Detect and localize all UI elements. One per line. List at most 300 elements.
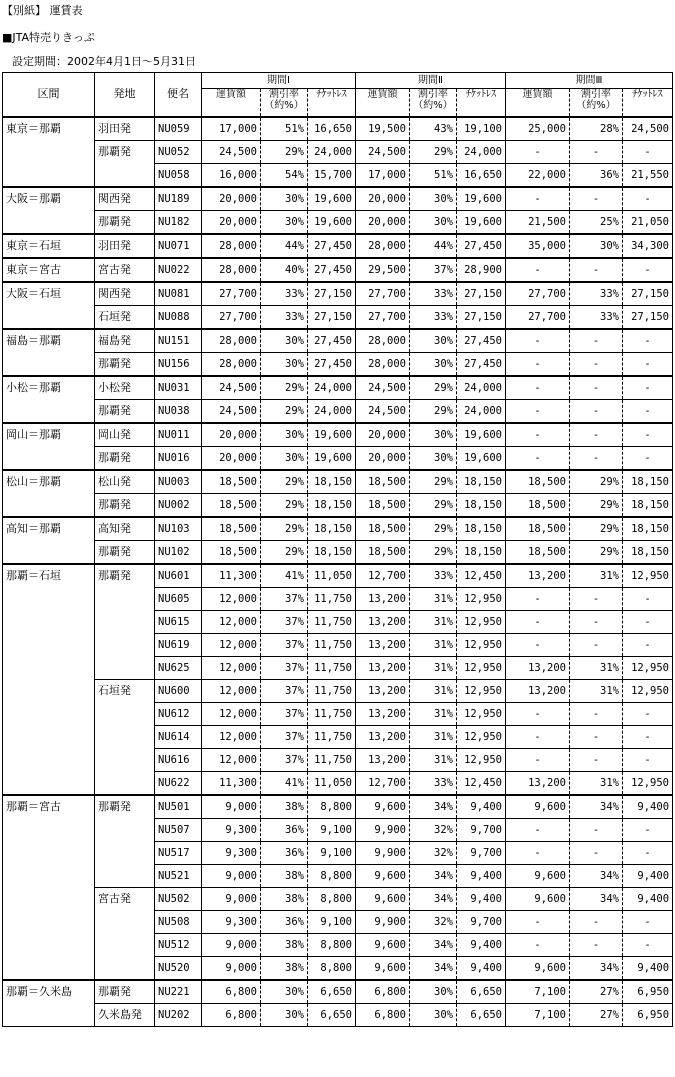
subheader-p3-fare: 運賃額 — [522, 89, 553, 100]
ticketless-cell: 27,150 — [457, 305, 506, 329]
discount-cell: 30% — [410, 187, 457, 211]
route-cell: 福島＝那覇 — [3, 329, 95, 353]
fare-cell: - — [506, 587, 570, 610]
route-cell — [3, 587, 95, 610]
route-cell — [3, 352, 95, 376]
discount-cell: - — [570, 423, 623, 447]
origin-cell: 宮古発 — [95, 887, 155, 910]
flight-cell: NU081 — [155, 282, 202, 306]
fare-cell: 12,000 — [202, 725, 261, 748]
ticketless-cell: 8,800 — [308, 956, 356, 980]
discount-cell: 27% — [570, 1003, 623, 1026]
ticketless-cell: 9,400 — [623, 887, 673, 910]
discount-cell: 29% — [570, 540, 623, 564]
ticketless-cell: 18,150 — [308, 470, 356, 494]
fare-cell: 20,000 — [356, 187, 410, 211]
discount-cell: 31% — [410, 702, 457, 725]
discount-cell: 34% — [410, 864, 457, 887]
flight-cell: NU059 — [155, 117, 202, 141]
ticketless-cell: 9,400 — [623, 956, 673, 980]
flight-cell: NU011 — [155, 423, 202, 447]
route-cell — [3, 1003, 95, 1026]
fare-cell: 7,100 — [506, 980, 570, 1004]
ticketless-cell: 12,950 — [623, 771, 673, 795]
fare-cell: 27,700 — [506, 282, 570, 306]
origin-cell: 那覇発 — [95, 140, 155, 163]
discount-cell: 29% — [570, 493, 623, 517]
ticketless-cell: 18,150 — [308, 493, 356, 517]
origin-cell: 石垣発 — [95, 679, 155, 702]
origin-cell — [95, 656, 155, 679]
header-period-1: 期間Ⅰ — [202, 73, 356, 89]
origin-cell — [95, 587, 155, 610]
ticketless-cell: 12,950 — [457, 702, 506, 725]
origin-cell: 宮古発 — [95, 258, 155, 282]
discount-cell: - — [570, 748, 623, 771]
fare-cell: - — [506, 399, 570, 423]
ticketless-cell: 12,950 — [457, 725, 506, 748]
discount-cell: - — [570, 633, 623, 656]
table-row — [3, 399, 673, 423]
discount-cell: 38% — [261, 887, 308, 910]
fare-cell: 11,300 — [202, 771, 261, 795]
table-row — [3, 633, 673, 656]
discount-cell: 31% — [570, 564, 623, 588]
route-cell — [3, 399, 95, 423]
ticketless-cell: - — [623, 446, 673, 470]
ticketless-cell: 11,050 — [308, 564, 356, 588]
fare-cell: 20,000 — [202, 446, 261, 470]
discount-cell: 31% — [410, 656, 457, 679]
fare-cell: 18,500 — [506, 517, 570, 541]
ticketless-cell: 19,600 — [457, 446, 506, 470]
origin-cell: 羽田発 — [95, 234, 155, 258]
discount-cell: 33% — [410, 305, 457, 329]
ticketless-cell: 11,750 — [308, 702, 356, 725]
flight-cell: NU151 — [155, 329, 202, 353]
ticketless-cell: 27,450 — [457, 352, 506, 376]
fare-cell: 27,700 — [356, 305, 410, 329]
flight-cell: NU058 — [155, 163, 202, 187]
route-cell — [3, 956, 95, 980]
ticketless-cell: 9,700 — [457, 841, 506, 864]
fare-cell: - — [506, 187, 570, 211]
discount-cell: 29% — [410, 140, 457, 163]
fare-cell: 28,000 — [202, 352, 261, 376]
flight-cell: NU507 — [155, 818, 202, 841]
ticketless-cell: 6,650 — [457, 1003, 506, 1026]
fare-cell: 18,500 — [506, 540, 570, 564]
route-cell: 那覇＝石垣 — [3, 564, 95, 588]
discount-cell: 37% — [261, 633, 308, 656]
ticketless-cell: 9,400 — [457, 956, 506, 980]
fare-cell: 12,000 — [202, 679, 261, 702]
ticketless-cell: 11,750 — [308, 610, 356, 633]
origin-cell — [95, 818, 155, 841]
ticketless-cell: - — [623, 140, 673, 163]
ticketless-cell: 12,950 — [457, 610, 506, 633]
ticketless-cell: - — [623, 702, 673, 725]
table-row — [3, 517, 673, 541]
fare-cell: - — [506, 423, 570, 447]
fare-cell: 9,000 — [202, 795, 261, 819]
ticketless-cell: 18,150 — [623, 470, 673, 494]
fare-cell: 18,500 — [506, 470, 570, 494]
flight-cell: NU038 — [155, 399, 202, 423]
flight-cell: NU189 — [155, 187, 202, 211]
flight-cell: NU003 — [155, 470, 202, 494]
ticketless-cell: 6,650 — [457, 980, 506, 1004]
table-row — [3, 910, 673, 933]
ticketless-cell: 19,600 — [457, 423, 506, 447]
origin-cell — [95, 633, 155, 656]
ticketless-cell: - — [623, 933, 673, 956]
fare-cell: 9,600 — [356, 933, 410, 956]
discount-cell: 38% — [261, 933, 308, 956]
fare-cell: 12,000 — [202, 610, 261, 633]
discount-cell: 37% — [261, 679, 308, 702]
ticketless-cell: 19,600 — [457, 187, 506, 211]
discount-cell: 51% — [261, 117, 308, 141]
table-row — [3, 841, 673, 864]
table-row — [3, 282, 673, 306]
fare-cell: 24,500 — [202, 140, 261, 163]
discount-cell: 41% — [261, 771, 308, 795]
ticketless-cell: 27,150 — [623, 282, 673, 306]
fare-cell: - — [506, 446, 570, 470]
discount-cell: 33% — [410, 282, 457, 306]
ticketless-cell: 12,950 — [457, 656, 506, 679]
fare-cell: - — [506, 725, 570, 748]
ticketless-cell: 27,150 — [308, 282, 356, 306]
origin-cell — [95, 725, 155, 748]
discount-cell: 31% — [410, 633, 457, 656]
ticketless-cell: 11,750 — [308, 633, 356, 656]
flight-cell: NU071 — [155, 234, 202, 258]
origin-cell — [95, 841, 155, 864]
ticketless-cell: 27,450 — [308, 352, 356, 376]
fare-cell: 13,200 — [356, 679, 410, 702]
table-row — [3, 258, 673, 282]
fare-cell: 28,000 — [356, 329, 410, 353]
discount-cell: 29% — [261, 140, 308, 163]
ticketless-cell: 9,100 — [308, 818, 356, 841]
table-row — [3, 352, 673, 376]
ticketless-cell: 8,800 — [308, 887, 356, 910]
ticketless-cell: 16,650 — [308, 117, 356, 141]
table-row — [3, 493, 673, 517]
table-row — [3, 818, 673, 841]
table-row — [3, 771, 673, 795]
fare-cell: 12,000 — [202, 633, 261, 656]
flight-cell: NU616 — [155, 748, 202, 771]
fare-cell: 18,500 — [202, 540, 261, 564]
ticketless-cell: 34,300 — [623, 234, 673, 258]
route-cell — [3, 841, 95, 864]
table-row — [3, 540, 673, 564]
flight-cell: NU521 — [155, 864, 202, 887]
fare-cell: 13,200 — [506, 656, 570, 679]
flight-cell: NU002 — [155, 493, 202, 517]
table-row — [3, 329, 673, 353]
ticketless-cell: 9,400 — [623, 795, 673, 819]
route-cell — [3, 163, 95, 187]
fare-cell: 28,000 — [356, 352, 410, 376]
origin-cell — [95, 956, 155, 980]
discount-cell: 30% — [410, 1003, 457, 1026]
ticketless-cell: 16,650 — [457, 163, 506, 187]
fare-cell: 27,700 — [202, 305, 261, 329]
ticketless-cell: 9,700 — [457, 818, 506, 841]
discount-cell: 30% — [410, 329, 457, 353]
route-cell — [3, 933, 95, 956]
ticketless-cell: 12,450 — [457, 564, 506, 588]
fare-cell: 9,600 — [506, 795, 570, 819]
ticketless-cell: - — [623, 587, 673, 610]
origin-cell: 高知発 — [95, 517, 155, 541]
origin-cell: 関西発 — [95, 282, 155, 306]
route-cell: 東京＝宮古 — [3, 258, 95, 282]
discount-cell: 31% — [410, 610, 457, 633]
table-row — [3, 564, 673, 588]
fare-cell: 21,500 — [506, 210, 570, 234]
ticketless-cell: 11,750 — [308, 748, 356, 771]
ticketless-cell: 24,000 — [308, 399, 356, 423]
origin-cell: 小松発 — [95, 376, 155, 400]
ticketless-cell: - — [623, 633, 673, 656]
origin-cell: 那覇発 — [95, 540, 155, 564]
ticketless-cell: 9,400 — [457, 887, 506, 910]
discount-cell: 29% — [410, 376, 457, 400]
fare-cell: 20,000 — [356, 423, 410, 447]
ticketless-cell: 18,150 — [457, 540, 506, 564]
discount-cell: 34% — [570, 887, 623, 910]
flight-cell: NU625 — [155, 656, 202, 679]
subheader-p2-fare: 運賃額 — [367, 89, 398, 100]
fare-cell: 13,200 — [356, 633, 410, 656]
origin-cell — [95, 864, 155, 887]
discount-cell: - — [570, 818, 623, 841]
flight-cell: NU612 — [155, 702, 202, 725]
fare-cell: 12,700 — [356, 564, 410, 588]
flight-cell: NU520 — [155, 956, 202, 980]
ticketless-cell: 11,050 — [308, 771, 356, 795]
discount-cell: 34% — [410, 795, 457, 819]
header-period-2: 期間Ⅱ — [356, 73, 506, 89]
discount-cell: 31% — [570, 679, 623, 702]
fare-cell: 13,200 — [356, 725, 410, 748]
discount-cell: 36% — [261, 818, 308, 841]
discount-cell: 29% — [261, 399, 308, 423]
fare-cell: 9,900 — [356, 841, 410, 864]
fare-cell: 13,200 — [356, 656, 410, 679]
fare-cell: - — [506, 818, 570, 841]
discount-cell: 29% — [410, 470, 457, 494]
ticketless-cell: 18,150 — [623, 517, 673, 541]
fare-cell: 9,900 — [356, 818, 410, 841]
fare-cell: 18,500 — [356, 493, 410, 517]
ticketless-cell: 12,950 — [457, 679, 506, 702]
origin-cell: 那覇発 — [95, 564, 155, 588]
fare-cell: 13,200 — [506, 771, 570, 795]
origin-cell: 那覇発 — [95, 446, 155, 470]
ticketless-cell: 8,800 — [308, 933, 356, 956]
ticketless-cell: 24,000 — [457, 140, 506, 163]
route-cell: 東京＝石垣 — [3, 234, 95, 258]
fare-cell: 6,800 — [356, 1003, 410, 1026]
discount-cell: 30% — [261, 210, 308, 234]
discount-cell: 27% — [570, 980, 623, 1004]
fare-cell: 18,500 — [202, 517, 261, 541]
discount-cell: 32% — [410, 818, 457, 841]
table-row — [3, 140, 673, 163]
discount-cell: 32% — [410, 910, 457, 933]
origin-cell — [95, 163, 155, 187]
discount-cell: 30% — [261, 1003, 308, 1026]
discount-cell: 30% — [261, 187, 308, 211]
route-cell: 東京＝那覇 — [3, 117, 95, 141]
ticketless-cell: 24,000 — [308, 140, 356, 163]
discount-cell: 30% — [410, 423, 457, 447]
ticketless-cell: - — [623, 725, 673, 748]
fare-cell: 20,000 — [202, 210, 261, 234]
fare-cell: 27,700 — [356, 282, 410, 306]
discount-cell: 44% — [410, 234, 457, 258]
ticketless-cell: - — [623, 748, 673, 771]
ticketless-cell: 6,650 — [308, 980, 356, 1004]
header-origin: 発地 — [95, 73, 155, 117]
discount-cell: 30% — [410, 210, 457, 234]
origin-cell — [95, 771, 155, 795]
fare-cell: - — [506, 633, 570, 656]
ticketless-cell: 9,100 — [308, 910, 356, 933]
fare-cell: 17,000 — [356, 163, 410, 187]
flight-cell: NU502 — [155, 887, 202, 910]
ticketless-cell: 9,100 — [308, 841, 356, 864]
ticketless-cell: - — [623, 423, 673, 447]
flight-cell: NU619 — [155, 633, 202, 656]
route-cell — [3, 725, 95, 748]
fare-cell: 27,700 — [202, 282, 261, 306]
fare-cell: - — [506, 702, 570, 725]
subheader-p3-discount: 割引率（約%） — [570, 89, 623, 117]
discount-cell: 30% — [410, 980, 457, 1004]
fare-cell: 27,700 — [506, 305, 570, 329]
flight-cell: NU022 — [155, 258, 202, 282]
discount-cell: - — [570, 329, 623, 353]
fare-cell: 20,000 — [202, 187, 261, 211]
ticketless-cell: 24,000 — [457, 399, 506, 423]
route-cell: 岡山＝那覇 — [3, 423, 95, 447]
ticketless-cell: 19,600 — [308, 446, 356, 470]
discount-cell: 29% — [570, 517, 623, 541]
route-cell — [3, 702, 95, 725]
ticketless-cell: 8,800 — [308, 795, 356, 819]
fare-cell: 18,500 — [356, 470, 410, 494]
discount-cell: - — [570, 140, 623, 163]
fare-cell: 6,800 — [202, 980, 261, 1004]
fare-cell: 20,000 — [356, 210, 410, 234]
ticketless-cell: 6,950 — [623, 980, 673, 1004]
flight-cell: NU182 — [155, 210, 202, 234]
ticketless-cell: 24,000 — [308, 376, 356, 400]
discount-cell: - — [570, 399, 623, 423]
discount-cell: 31% — [410, 725, 457, 748]
ticketless-cell: 9,400 — [457, 864, 506, 887]
ticketless-cell: 27,150 — [623, 305, 673, 329]
flight-cell: NU517 — [155, 841, 202, 864]
discount-cell: 30% — [410, 446, 457, 470]
ticketless-cell: 28,900 — [457, 258, 506, 282]
fare-cell: 11,300 — [202, 564, 261, 588]
subheader-p1-ticketless: ﾁｹｯﾄﾚｽ — [308, 89, 356, 117]
discount-cell: 43% — [410, 117, 457, 141]
header-period-3: 期間Ⅲ — [506, 73, 673, 89]
table-row — [3, 1003, 673, 1026]
table-row — [3, 933, 673, 956]
route-cell — [3, 540, 95, 564]
route-cell — [3, 771, 95, 795]
discount-cell: 37% — [410, 258, 457, 282]
route-cell — [3, 910, 95, 933]
ticketless-cell: 11,750 — [308, 679, 356, 702]
discount-cell: - — [570, 446, 623, 470]
fare-cell: 13,200 — [506, 679, 570, 702]
route-cell — [3, 656, 95, 679]
discount-cell: 31% — [410, 587, 457, 610]
route-cell — [3, 818, 95, 841]
fare-cell: - — [506, 140, 570, 163]
route-cell — [3, 679, 95, 702]
route-cell — [3, 210, 95, 234]
discount-cell: 29% — [410, 493, 457, 517]
document-heading: 【別紙】 運賃表 — [2, 4, 83, 17]
ticketless-cell: 12,950 — [623, 679, 673, 702]
fare-cell: 28,000 — [356, 234, 410, 258]
fare-cell: 9,000 — [202, 887, 261, 910]
discount-cell: 33% — [410, 771, 457, 795]
origin-cell: 岡山発 — [95, 423, 155, 447]
discount-cell: - — [570, 841, 623, 864]
ticketless-cell: - — [623, 329, 673, 353]
discount-cell: - — [570, 725, 623, 748]
fare-cell: 9,900 — [356, 910, 410, 933]
ticketless-cell: 21,050 — [623, 210, 673, 234]
discount-cell: 34% — [570, 956, 623, 980]
fare-cell: 18,500 — [506, 493, 570, 517]
route-cell — [3, 864, 95, 887]
fare-cell: 20,000 — [356, 446, 410, 470]
fare-cell: - — [506, 329, 570, 353]
route-cell: 大阪＝石垣 — [3, 282, 95, 306]
flight-cell: NU052 — [155, 140, 202, 163]
origin-cell — [95, 933, 155, 956]
discount-cell: 31% — [570, 656, 623, 679]
fare-cell: - — [506, 841, 570, 864]
ticketless-cell: 12,950 — [623, 656, 673, 679]
table-row — [3, 679, 673, 702]
table-row — [3, 980, 673, 1004]
ticketless-cell: 18,150 — [623, 493, 673, 517]
discount-cell: 37% — [261, 748, 308, 771]
fare-cell: 24,500 — [202, 399, 261, 423]
table-row — [3, 376, 673, 400]
discount-cell: - — [570, 587, 623, 610]
fare-cell: 13,200 — [506, 564, 570, 588]
fare-cell: 12,000 — [202, 656, 261, 679]
discount-cell: 36% — [570, 163, 623, 187]
discount-cell: 30% — [261, 980, 308, 1004]
